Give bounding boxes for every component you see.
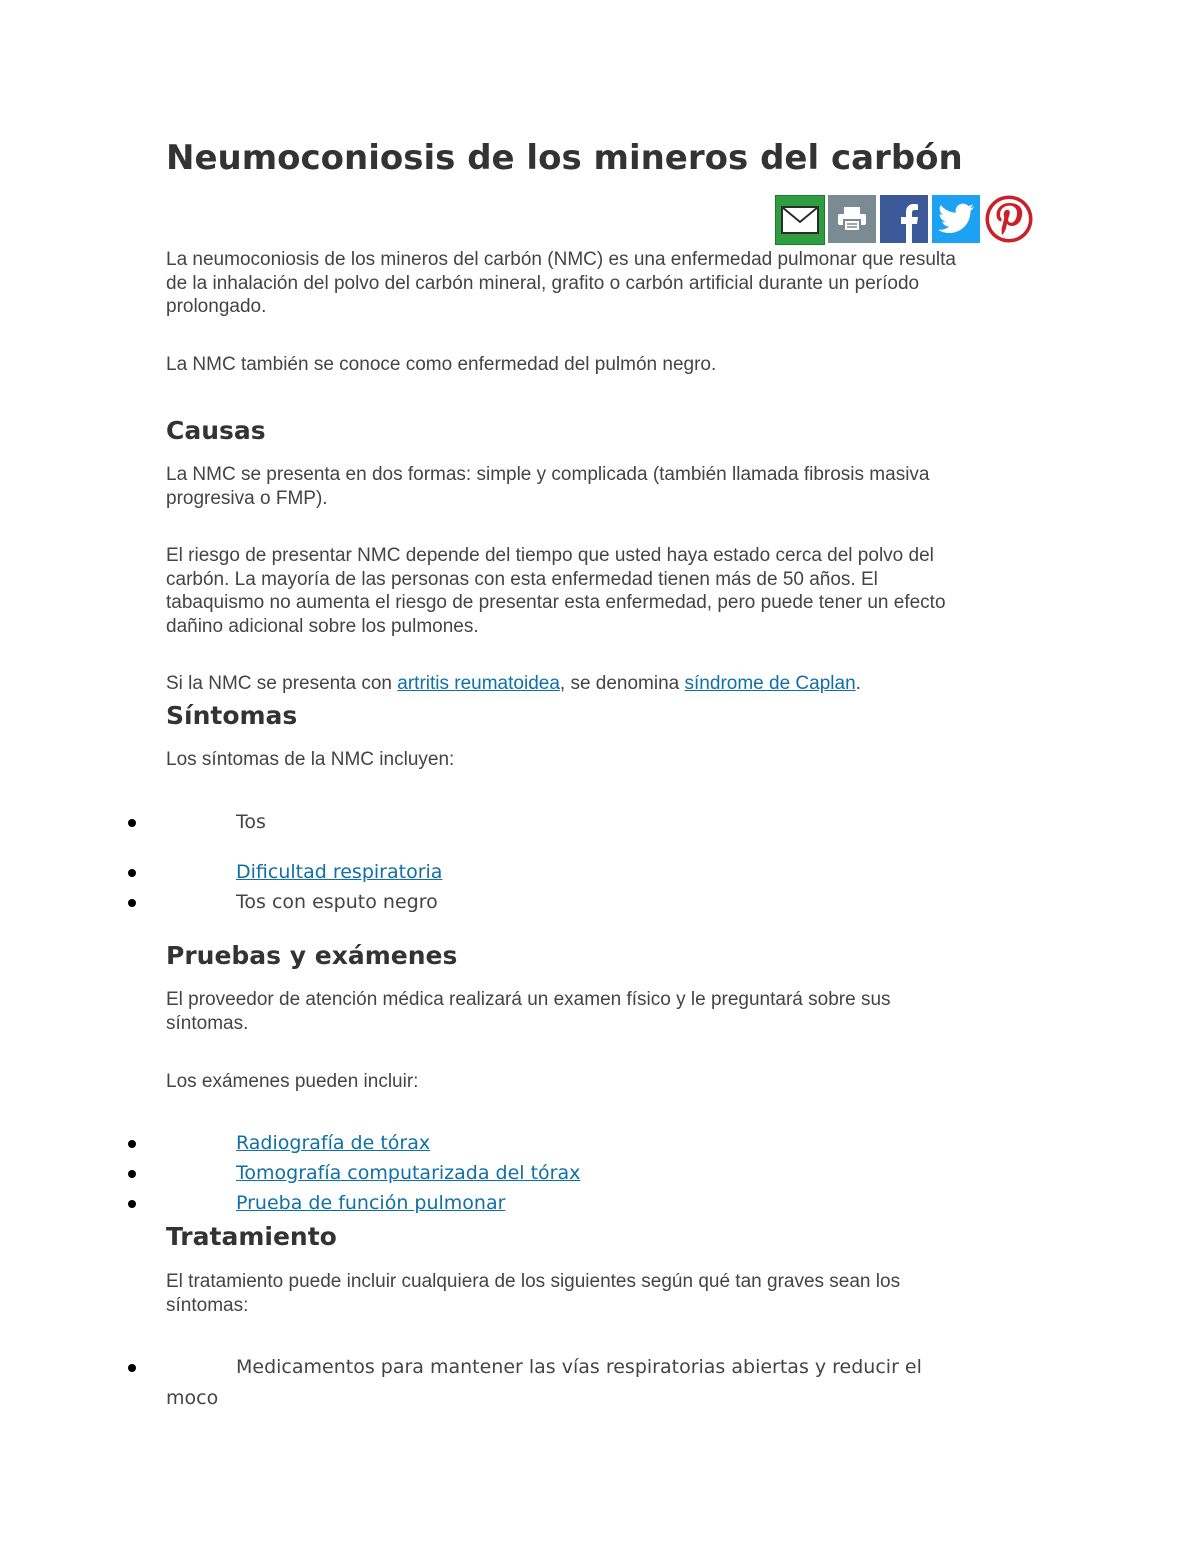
list-item: Tos <box>236 811 266 833</box>
bullet-icon <box>128 819 136 827</box>
section-heading-pruebas: Pruebas y exámenes <box>166 941 458 970</box>
facebook-share-button[interactable] <box>880 195 928 243</box>
text-line: progresiva o FMP). <box>166 487 328 509</box>
print-icon <box>837 206 867 232</box>
section-heading-sintomas: Síntomas <box>166 701 298 730</box>
intro-paragraph-2: La NMC también se conoce como enfermedad del pulmón negro. <box>166 354 717 375</box>
link-tomografia-computarizada[interactable]: Tomografía computarizada del tórax <box>236 1162 581 1184</box>
causas-paragraph-2 <box>166 544 946 638</box>
link-radiografia-de-torax[interactable]: Radiografía de tórax <box>236 1132 431 1154</box>
pruebas-paragraph-1 <box>166 988 891 1035</box>
text-span: , se denomina <box>559 673 685 694</box>
text-line: síntomas: <box>166 1294 249 1316</box>
twitter-share-button[interactable] <box>932 195 980 243</box>
causas-paragraph-1 <box>166 463 929 510</box>
bullet-icon <box>128 1364 136 1372</box>
page-title: Neumoconiosis de los mineros del carbón <box>166 138 963 178</box>
text-line: El riesgo de presentar NMC depende del tiempo que usted haya estado cerca del polvo del <box>166 545 934 566</box>
text-line: La NMC se presenta en dos formas: simple y complicada (también llamada fibrosis masiva <box>166 464 930 485</box>
sintomas-intro: Los síntomas de la NMC incluyen: <box>166 749 455 770</box>
bullet-icon <box>128 1140 136 1148</box>
text-line: El proveedor de atención médica realizará un examen físico y le preguntará sobre sus <box>166 989 891 1010</box>
list-item: Tos con esputo negro <box>236 891 438 913</box>
pruebas-paragraph-2: Los exámenes pueden incluir: <box>166 1071 419 1092</box>
facebook-icon <box>880 195 928 243</box>
tratamiento-paragraph <box>166 1270 900 1317</box>
text-line: carbón. La mayoría de las personas con esta enfermedad tienen más de 50 años. El <box>166 568 878 590</box>
print-share-button[interactable] <box>828 195 876 243</box>
text-line: tabaquismo no aumenta el riesgo de presentar esta enfermedad, pero puede tener un efecto <box>166 592 946 613</box>
bullet-icon <box>128 1170 136 1178</box>
text-line: de la inhalación del polvo del carbón mineral, grafito o carbón artificial durante un período <box>166 272 920 294</box>
bullet-icon <box>128 899 136 907</box>
email-share-button[interactable] <box>775 195 825 245</box>
section-heading-tratamiento: Tratamiento <box>166 1222 337 1251</box>
section-heading-causas: Causas <box>166 416 266 445</box>
text-line: El tratamiento puede incluir cualquiera de los siguientes según qué tan graves sean los <box>166 1271 901 1292</box>
bullet-icon <box>128 869 136 877</box>
text-line: dañino adicional sobre los pulmones. <box>166 615 479 637</box>
text-line: La neumoconiosis de los mineros del carbón (NMC) es una enfermedad pulmonar que resulta <box>166 249 956 270</box>
bullet-icon <box>128 1200 136 1208</box>
pinterest-share-button[interactable] <box>985 195 1033 243</box>
link-artritis-reumatoidea[interactable]: artritis reumatoidea <box>397 673 560 694</box>
pinterest-icon <box>985 195 1033 243</box>
link-prueba-funcion-pulmonar[interactable]: Prueba de función pulmonar <box>236 1192 506 1214</box>
text-line: prolongado. <box>166 296 267 317</box>
list-item-continuation: moco <box>166 1387 219 1409</box>
link-dificultad-respiratoria[interactable]: Dificultad respiratoria <box>236 861 443 883</box>
intro-paragraph <box>166 248 956 319</box>
link-sindrome-de-caplan[interactable]: síndrome de Caplan <box>684 673 856 694</box>
email-icon <box>780 205 820 235</box>
text-line: síntomas. <box>166 1012 249 1034</box>
causas-paragraph-3 <box>166 672 861 696</box>
text-span: . <box>855 673 861 694</box>
twitter-icon <box>937 203 975 235</box>
text-span: Si la NMC se presenta con <box>166 673 398 694</box>
list-item: Medicamentos para mantener las vías respiratorias abiertas y reducir el <box>236 1356 922 1378</box>
